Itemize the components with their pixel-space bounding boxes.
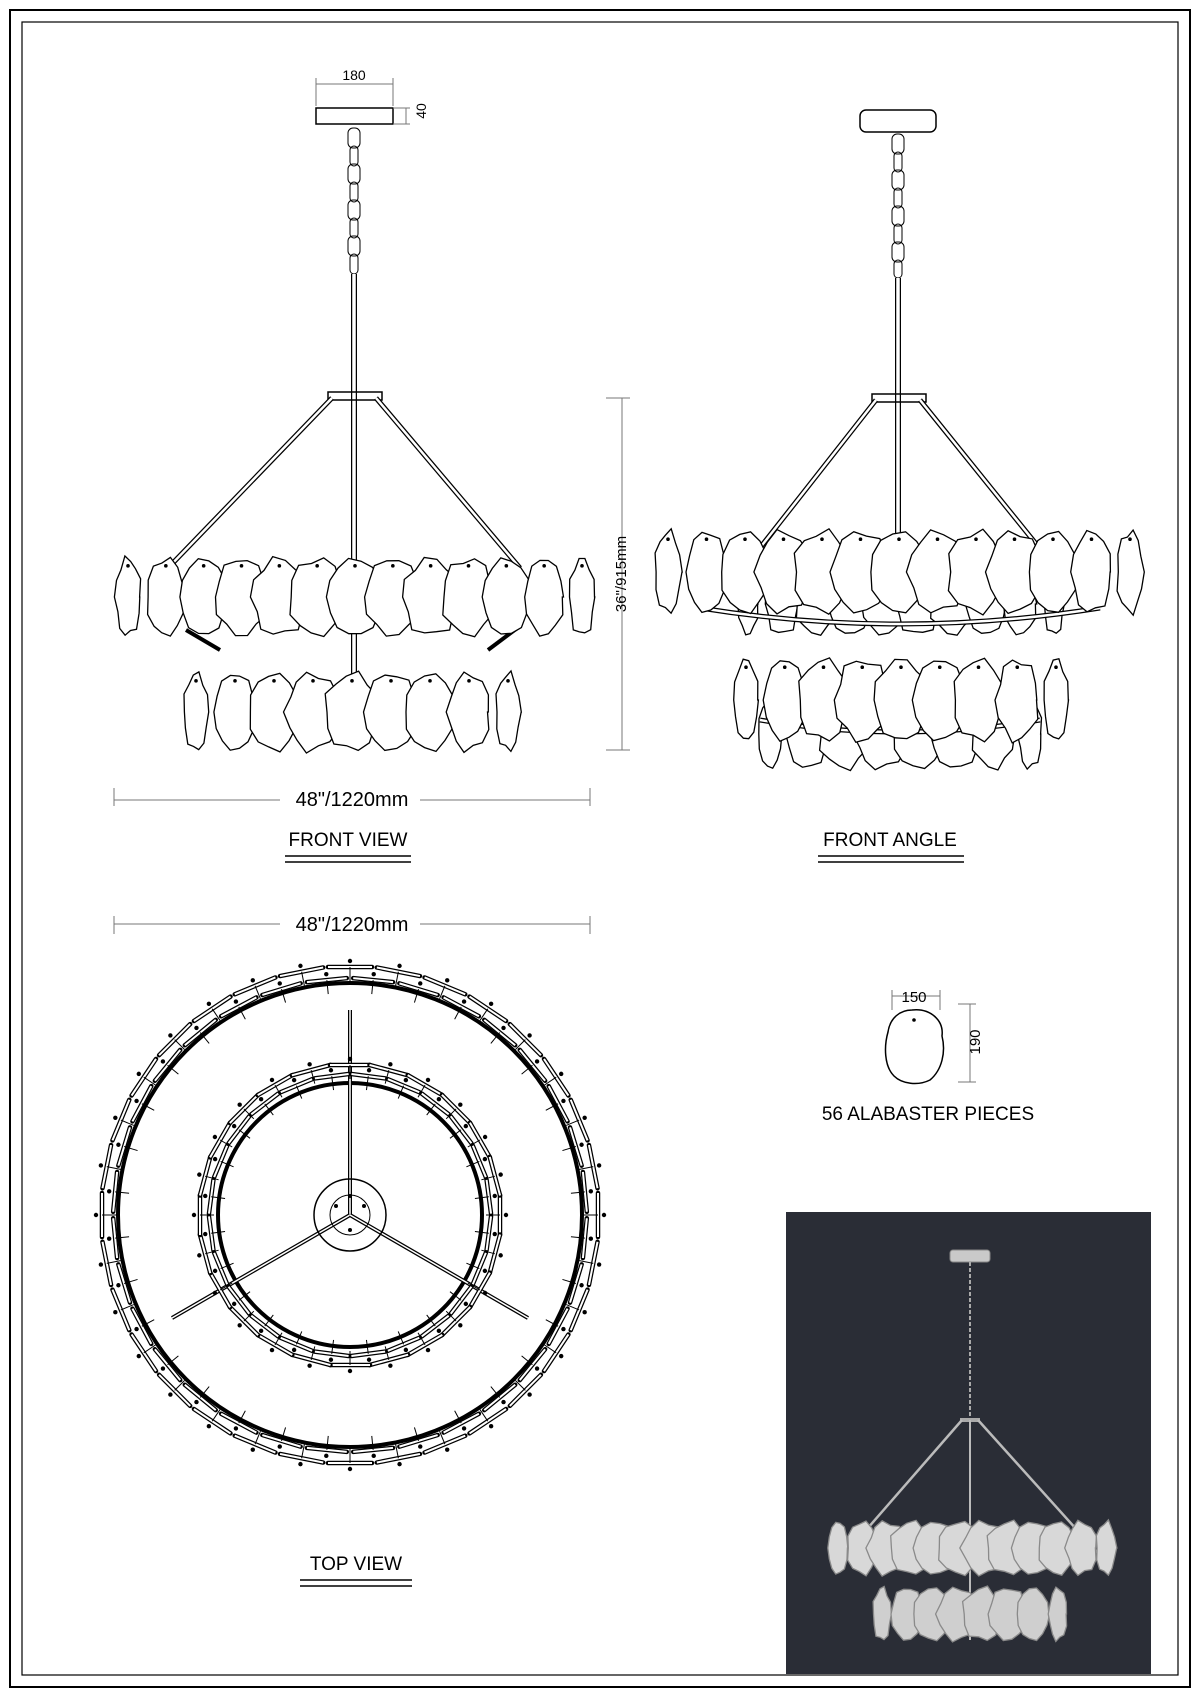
alabaster-piece bbox=[482, 558, 530, 634]
alabaster-piece bbox=[570, 559, 595, 633]
piece-width-label: 150 bbox=[901, 989, 927, 1006]
alabaster-piece bbox=[214, 675, 256, 750]
alabaster-piece bbox=[1044, 659, 1068, 739]
lower-tier-pieces bbox=[184, 671, 521, 753]
render-canopy bbox=[950, 1250, 990, 1262]
angle-upper-tier-pieces bbox=[655, 529, 1144, 615]
alabaster-piece bbox=[184, 672, 209, 750]
product-render-panel bbox=[786, 1212, 1151, 1674]
angle-lower-tier-pieces bbox=[734, 658, 1069, 743]
height-dimension-label: 36"/915mm bbox=[613, 535, 630, 613]
pieces-count-caption: 56 ALABASTER PIECES bbox=[821, 1104, 1035, 1125]
top-view-drawing bbox=[94, 912, 606, 1586]
alabaster-piece bbox=[446, 672, 489, 752]
chain bbox=[348, 128, 360, 274]
alabaster-piece bbox=[686, 532, 726, 612]
top-view-title: TOP VIEW bbox=[309, 1554, 403, 1575]
canopy bbox=[316, 108, 393, 124]
front-angle-title: FRONT ANGLE bbox=[823, 830, 957, 851]
front-view-title: FRONT VIEW bbox=[288, 830, 408, 851]
alabaster-piece bbox=[114, 556, 140, 635]
alabaster-piece bbox=[828, 1522, 848, 1574]
upper-tier-pieces bbox=[114, 556, 594, 637]
alabaster-piece bbox=[655, 529, 682, 613]
render-lower-tier bbox=[873, 1586, 1067, 1642]
alabaster-piece-detail bbox=[822, 989, 1034, 1125]
front-view-drawing bbox=[114, 67, 630, 862]
render-upper-tier bbox=[828, 1520, 1117, 1576]
piece-height-label: 190 bbox=[967, 1029, 984, 1055]
front-width-dimension-label: 48"/1220mm bbox=[295, 789, 409, 811]
top-width-dimension-label: 48"/1220mm bbox=[295, 914, 409, 936]
canopy-width-label: 180 bbox=[342, 67, 366, 83]
canopy-height-label: 40 bbox=[413, 103, 429, 119]
alabaster-piece bbox=[1071, 531, 1111, 612]
alabaster-piece bbox=[525, 560, 564, 636]
top-spokes bbox=[172, 1010, 528, 1318]
alabaster-piece bbox=[734, 659, 759, 739]
angle-chain bbox=[892, 134, 904, 278]
front-angle-drawing bbox=[655, 110, 1144, 862]
angle-canopy bbox=[860, 110, 936, 132]
alabaster-piece bbox=[496, 671, 521, 752]
alabaster-piece bbox=[1117, 530, 1144, 615]
